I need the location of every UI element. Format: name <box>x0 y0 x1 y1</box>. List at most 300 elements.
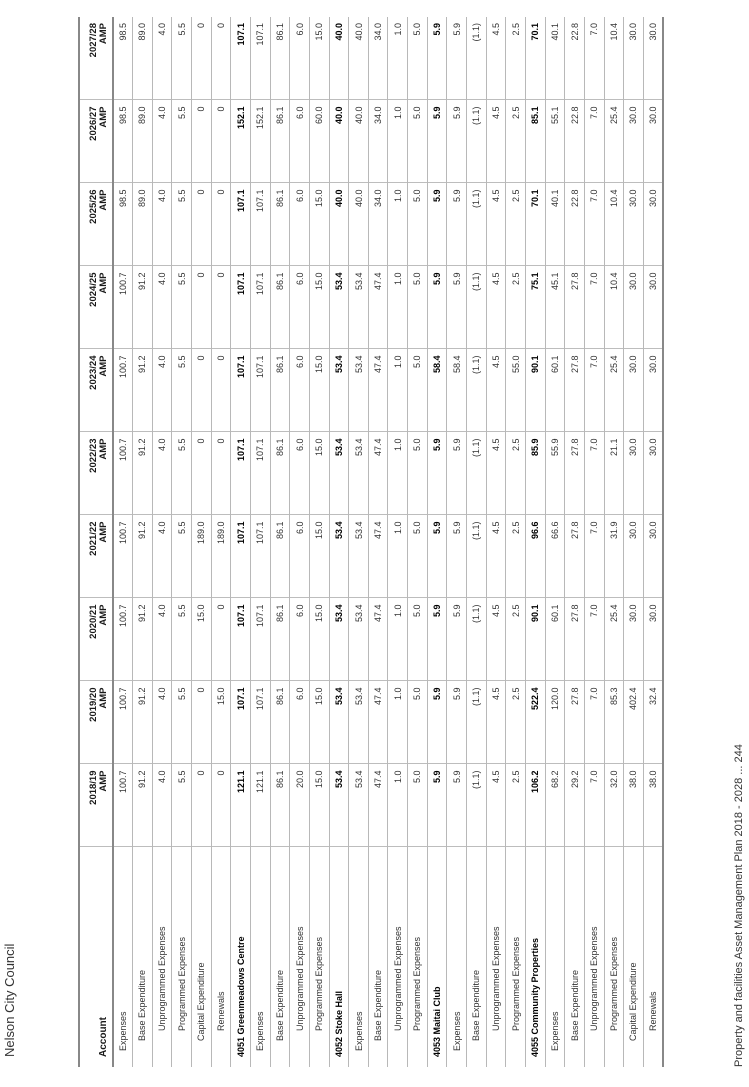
row-label: 4051 Greenmeadows Centre <box>231 847 251 1067</box>
table-cell: 5.9 <box>447 764 467 847</box>
table-row <box>565 17 585 1067</box>
table-cell: 2.5 <box>506 100 526 183</box>
table-cell: 30.0 <box>624 598 644 681</box>
table-cell: 40.0 <box>329 100 349 183</box>
table-cell: 4.5 <box>486 764 506 847</box>
table-cell: 30.0 <box>643 266 663 349</box>
table-cell: 10.4 <box>604 183 624 266</box>
table-cell: 98.5 <box>113 17 133 100</box>
table-cell: 25.4 <box>604 349 624 432</box>
table-cell: 5.9 <box>427 515 447 598</box>
row-label: Expenses <box>349 847 369 1067</box>
table-row <box>408 17 428 1067</box>
table-cell: 107.1 <box>231 349 251 432</box>
page-footer: Property and facilities Asset Management Plan 2018 - 2028 ... 244 <box>733 744 745 1067</box>
table-cell: 100.7 <box>113 349 133 432</box>
table-cell: 5.5 <box>172 764 192 847</box>
table-cell: 6.0 <box>290 100 310 183</box>
table-cell: 47.4 <box>368 515 388 598</box>
row-label: 4052 Stoke Hall <box>329 847 349 1067</box>
organisation-header: Nelson City Council <box>2 943 17 1057</box>
table-cell: 7.0 <box>584 681 604 764</box>
table-cell: 5.5 <box>172 681 192 764</box>
table-cell: 7.0 <box>584 183 604 266</box>
table-cell: 4.0 <box>152 349 172 432</box>
table-cell: 86.1 <box>270 764 290 847</box>
table-cell: 5.9 <box>427 598 447 681</box>
table-cell: 53.4 <box>329 432 349 515</box>
column-header-year <box>79 100 113 183</box>
table-cell: 53.4 <box>349 266 369 349</box>
table-cell: 4.5 <box>486 17 506 100</box>
column-header-year <box>79 598 113 681</box>
table-cell: 4.5 <box>486 598 506 681</box>
row-label: 4055 Community Properties <box>525 847 545 1067</box>
table-cell: 4.0 <box>152 764 172 847</box>
table-cell: 85.3 <box>604 681 624 764</box>
table-cell: 53.4 <box>329 349 349 432</box>
table-cell: 47.4 <box>368 432 388 515</box>
table-cell: 7.0 <box>584 764 604 847</box>
table-cell: 1.0 <box>388 432 408 515</box>
column-header-year-label: 2026/27 AMP <box>88 106 109 141</box>
table-cell: 40.1 <box>545 183 565 266</box>
table-cell: 5.9 <box>447 432 467 515</box>
table-cell: 60.1 <box>545 598 565 681</box>
table-cell: 2.5 <box>506 432 526 515</box>
column-header-year <box>79 681 113 764</box>
table-row <box>388 17 408 1067</box>
table-cell: 5.9 <box>447 183 467 266</box>
table-cell: 0 <box>211 432 231 515</box>
table-cell: 5.9 <box>447 100 467 183</box>
table-cell: 4.0 <box>152 100 172 183</box>
table-cell: 7.0 <box>584 266 604 349</box>
table-row <box>152 17 172 1067</box>
table-cell: (1.1) <box>467 100 487 183</box>
row-label: Unprogrammed Expenses <box>152 847 172 1067</box>
table-cell: 98.5 <box>113 100 133 183</box>
table-cell: 5.0 <box>408 764 428 847</box>
table-cell: 0 <box>192 266 212 349</box>
table-row <box>624 17 644 1067</box>
table-cell: 6.0 <box>290 598 310 681</box>
table-cell: 107.1 <box>231 598 251 681</box>
table-row <box>270 17 290 1067</box>
row-label: Capital Expenditure <box>624 847 644 1067</box>
table-cell: 107.1 <box>250 349 270 432</box>
table-cell: 6.0 <box>290 681 310 764</box>
table-cell: 5.9 <box>427 183 447 266</box>
table-cell: 5.9 <box>447 681 467 764</box>
table-cell: 98.5 <box>113 183 133 266</box>
table-cell: 6.0 <box>290 183 310 266</box>
row-label: Programmed Expenses <box>309 847 329 1067</box>
table-cell: 5.0 <box>408 598 428 681</box>
table-cell: 30.0 <box>643 183 663 266</box>
table-row <box>133 17 153 1067</box>
table-cell: 47.4 <box>368 349 388 432</box>
table-cell: 60.0 <box>309 100 329 183</box>
table-cell: 2.5 <box>506 598 526 681</box>
table-cell: 86.1 <box>270 681 290 764</box>
table-cell: 40.1 <box>545 17 565 100</box>
table-header-row <box>79 17 113 1067</box>
table-cell: 7.0 <box>584 17 604 100</box>
table-cell: 10.4 <box>604 17 624 100</box>
table-cell: (1.1) <box>467 764 487 847</box>
table-row <box>545 17 565 1067</box>
table-cell: 5.5 <box>172 266 192 349</box>
table-cell: 15.0 <box>309 598 329 681</box>
table-cell: 53.4 <box>349 598 369 681</box>
table-cell: 53.4 <box>329 515 349 598</box>
table-cell: 6.0 <box>290 432 310 515</box>
table-cell: 27.8 <box>565 349 585 432</box>
column-header-year-label: 2024/25 AMP <box>88 272 109 307</box>
table-cell: (1.1) <box>467 349 487 432</box>
table-cell: 107.1 <box>231 266 251 349</box>
table-row <box>211 17 231 1067</box>
row-label: Expenses <box>250 847 270 1067</box>
table-group-row <box>231 17 251 1067</box>
table-cell: 1.0 <box>388 681 408 764</box>
table-cell: (1.1) <box>467 515 487 598</box>
table-cell: 7.0 <box>584 598 604 681</box>
table-cell: 96.6 <box>525 515 545 598</box>
table-cell: 4.0 <box>152 183 172 266</box>
table-cell: 60.1 <box>545 349 565 432</box>
row-label: Base Expenditure <box>368 847 388 1067</box>
table-cell: 100.7 <box>113 432 133 515</box>
table-row <box>290 17 310 1067</box>
table-cell: 30.0 <box>643 598 663 681</box>
table-cell: 1.0 <box>388 764 408 847</box>
row-label: Expenses <box>113 847 133 1067</box>
table-cell: 53.4 <box>349 432 369 515</box>
table-row <box>192 17 212 1067</box>
table-cell: 40.0 <box>349 17 369 100</box>
table-cell: 1.0 <box>388 349 408 432</box>
column-header-year <box>79 349 113 432</box>
table-cell: 107.1 <box>231 515 251 598</box>
table-row <box>467 17 487 1067</box>
table-cell: 100.7 <box>113 515 133 598</box>
table-cell: 90.1 <box>525 598 545 681</box>
table-cell: 15.0 <box>309 266 329 349</box>
table-row <box>349 17 369 1067</box>
row-label: Programmed Expenses <box>604 847 624 1067</box>
table-row <box>250 17 270 1067</box>
row-label: Base Expenditure <box>565 847 585 1067</box>
table-cell: 107.1 <box>250 515 270 598</box>
table-cell: 30.0 <box>643 17 663 100</box>
table-cell: 85.9 <box>525 432 545 515</box>
table-cell: (1.1) <box>467 681 487 764</box>
table-cell: 5.9 <box>447 17 467 100</box>
table-cell: 90.1 <box>525 349 545 432</box>
row-label: Capital Expenditure <box>192 847 212 1067</box>
table-cell: 85.1 <box>525 100 545 183</box>
table-cell: 5.0 <box>408 100 428 183</box>
table-cell: 86.1 <box>270 598 290 681</box>
table-cell: 86.1 <box>270 100 290 183</box>
column-header-year <box>79 764 113 847</box>
table-cell: 40.0 <box>329 17 349 100</box>
table-cell: 31.9 <box>604 515 624 598</box>
table-cell: 70.1 <box>525 17 545 100</box>
table-cell: 100.7 <box>113 681 133 764</box>
column-header-year <box>79 17 113 100</box>
table-cell: 5.0 <box>408 515 428 598</box>
row-label: Base Expenditure <box>467 847 487 1067</box>
table-cell: 40.0 <box>349 183 369 266</box>
table-cell: 86.1 <box>270 349 290 432</box>
table-cell: 522.4 <box>525 681 545 764</box>
table-cell: 66.6 <box>545 515 565 598</box>
table-cell: 40.0 <box>349 100 369 183</box>
table-cell: 30.0 <box>624 17 644 100</box>
row-label: Unprogrammed Expenses <box>290 847 310 1067</box>
table-cell: 34.0 <box>368 17 388 100</box>
table-row <box>643 17 663 1067</box>
table-cell: 2.5 <box>506 681 526 764</box>
table-cell: 0 <box>192 349 212 432</box>
table-cell: 4.5 <box>486 100 506 183</box>
table-cell: 15.0 <box>309 432 329 515</box>
table-cell: 22.8 <box>565 183 585 266</box>
table-cell: 1.0 <box>388 598 408 681</box>
table-cell: 15.0 <box>309 681 329 764</box>
column-header-year-label: 2020/21 AMP <box>88 604 109 639</box>
table-cell: 4.0 <box>152 598 172 681</box>
table-cell: 30.0 <box>624 349 644 432</box>
table-cell: 22.8 <box>565 100 585 183</box>
table-cell: 0 <box>211 183 231 266</box>
table-cell: 100.7 <box>113 764 133 847</box>
table-cell: 53.4 <box>349 764 369 847</box>
table-cell: (1.1) <box>467 17 487 100</box>
table-cell: 5.0 <box>408 183 428 266</box>
table-cell: 15.0 <box>309 515 329 598</box>
table-cell: 5.5 <box>172 100 192 183</box>
table-cell: 27.8 <box>565 266 585 349</box>
table-cell: 1.0 <box>388 266 408 349</box>
table-cell: 5.9 <box>447 598 467 681</box>
table-cell: 27.8 <box>565 681 585 764</box>
table-cell: 152.1 <box>250 100 270 183</box>
table-cell: 0 <box>192 432 212 515</box>
table-cell: (1.1) <box>467 266 487 349</box>
row-label: Expenses <box>447 847 467 1067</box>
table-cell: 70.1 <box>525 183 545 266</box>
table-cell: 47.4 <box>368 598 388 681</box>
table-cell: 4.5 <box>486 681 506 764</box>
table-cell: 5.9 <box>427 681 447 764</box>
table-cell: 55.0 <box>506 349 526 432</box>
table-cell: 0 <box>192 681 212 764</box>
table-cell: (1.1) <box>467 183 487 266</box>
table-cell: 4.0 <box>152 681 172 764</box>
column-header-year-label: 2025/26 AMP <box>88 189 109 224</box>
table-cell: 53.4 <box>349 681 369 764</box>
table-cell: 107.1 <box>231 17 251 100</box>
table-cell: 5.9 <box>427 17 447 100</box>
table-group-row <box>427 17 447 1067</box>
table-cell: 0 <box>192 764 212 847</box>
table-cell: 0 <box>211 17 231 100</box>
table-cell: 7.0 <box>584 432 604 515</box>
table-cell: 4.5 <box>486 266 506 349</box>
table-cell: 107.1 <box>250 17 270 100</box>
row-label: Base Expenditure <box>270 847 290 1067</box>
table-row <box>584 17 604 1067</box>
table-cell: 0 <box>211 764 231 847</box>
table-cell: 0 <box>211 266 231 349</box>
table-cell: 20.0 <box>290 764 310 847</box>
column-header-year <box>79 515 113 598</box>
table-row <box>309 17 329 1067</box>
table-cell: 15.0 <box>309 349 329 432</box>
table-cell: 15.0 <box>309 764 329 847</box>
table-cell: 45.1 <box>545 266 565 349</box>
table-cell: 2.5 <box>506 764 526 847</box>
table-cell: 55.9 <box>545 432 565 515</box>
table-cell: 106.2 <box>525 764 545 847</box>
table-cell: 89.0 <box>133 100 153 183</box>
table-cell: 22.8 <box>565 17 585 100</box>
table-cell: 32.4 <box>643 681 663 764</box>
table-cell: 2.5 <box>506 183 526 266</box>
column-header-year-label: 2021/22 AMP <box>88 521 109 556</box>
table-cell: 86.1 <box>270 17 290 100</box>
column-header-year-label: 2027/28 AMP <box>88 23 109 58</box>
table-cell: 40.0 <box>329 183 349 266</box>
table-cell: 189.0 <box>192 515 212 598</box>
table-cell: 38.0 <box>624 764 644 847</box>
table-cell: 0 <box>211 349 231 432</box>
table-cell: 30.0 <box>643 100 663 183</box>
table-cell: 107.1 <box>250 598 270 681</box>
table-cell: 86.1 <box>270 515 290 598</box>
column-header-year <box>79 266 113 349</box>
table-body <box>113 17 663 1067</box>
table-cell: 68.2 <box>545 764 565 847</box>
column-header-year-label: 2023/24 AMP <box>88 355 109 390</box>
table-cell: 402.4 <box>624 681 644 764</box>
table-cell: 107.1 <box>250 183 270 266</box>
table-row <box>368 17 388 1067</box>
table-cell: 30.0 <box>624 100 644 183</box>
table-cell: 107.1 <box>231 183 251 266</box>
table-cell: 152.1 <box>231 100 251 183</box>
table-row <box>172 17 192 1067</box>
table-cell: 47.4 <box>368 681 388 764</box>
table-cell: 5.0 <box>408 17 428 100</box>
table-cell: 25.4 <box>604 598 624 681</box>
table-group-row <box>329 17 349 1067</box>
table-cell: 15.0 <box>192 598 212 681</box>
table-cell: (1.1) <box>467 598 487 681</box>
table-cell: 91.2 <box>133 432 153 515</box>
table-row <box>506 17 526 1067</box>
column-header-year-label: 2019/20 AMP <box>88 687 109 722</box>
row-label: Unprogrammed Expenses <box>486 847 506 1067</box>
table-cell: 5.5 <box>172 183 192 266</box>
table-row <box>447 17 467 1067</box>
table-group-row <box>525 17 545 1067</box>
table-cell: 58.4 <box>447 349 467 432</box>
table-cell: 86.1 <box>270 266 290 349</box>
table-cell: 86.1 <box>270 432 290 515</box>
table-cell: 0 <box>192 183 212 266</box>
table-cell: 89.0 <box>133 17 153 100</box>
table-cell: 91.2 <box>133 598 153 681</box>
row-label: Renewals <box>211 847 231 1067</box>
table-cell: 91.2 <box>133 266 153 349</box>
table-cell: 121.1 <box>250 764 270 847</box>
table-cell: 91.2 <box>133 681 153 764</box>
table-cell: 75.1 <box>525 266 545 349</box>
table-cell: 2.5 <box>506 515 526 598</box>
table-cell: 100.7 <box>113 266 133 349</box>
table-cell: 6.0 <box>290 17 310 100</box>
table-cell: 7.0 <box>584 515 604 598</box>
table-cell: 5.5 <box>172 432 192 515</box>
table-cell: 5.5 <box>172 515 192 598</box>
table-cell: 4.0 <box>152 17 172 100</box>
table-cell: 107.1 <box>250 266 270 349</box>
table-cell: 107.1 <box>250 681 270 764</box>
table-cell: 2.5 <box>506 266 526 349</box>
table-cell: 30.0 <box>643 515 663 598</box>
table-cell: 89.0 <box>133 183 153 266</box>
table-cell: 5.9 <box>427 100 447 183</box>
table-cell: 2.5 <box>506 17 526 100</box>
table-cell: 53.4 <box>329 681 349 764</box>
table-cell: 34.0 <box>368 100 388 183</box>
column-header-year <box>79 432 113 515</box>
table-cell: 53.4 <box>329 598 349 681</box>
table-cell: 15.0 <box>211 681 231 764</box>
table-cell: 21.1 <box>604 432 624 515</box>
column-header-year-label: 2018/19 AMP <box>88 770 109 805</box>
table-cell: 47.4 <box>368 266 388 349</box>
table-row <box>486 17 506 1067</box>
table-cell: 53.4 <box>329 266 349 349</box>
table-cell: 38.0 <box>643 764 663 847</box>
table-cell: 100.7 <box>113 598 133 681</box>
budget-table <box>78 17 664 1067</box>
table-cell: 4.5 <box>486 349 506 432</box>
table-cell: 10.4 <box>604 266 624 349</box>
table-cell: 5.0 <box>408 266 428 349</box>
row-label: Programmed Expenses <box>408 847 428 1067</box>
row-label: Renewals <box>643 847 663 1067</box>
table-cell: 53.4 <box>349 515 369 598</box>
table-cell: 30.0 <box>624 432 644 515</box>
table-cell: 53.4 <box>329 764 349 847</box>
row-label: 4053 Maitai Club <box>427 847 447 1067</box>
table-cell: 27.8 <box>565 598 585 681</box>
table-cell: 5.9 <box>427 432 447 515</box>
table-cell: 15.0 <box>309 183 329 266</box>
column-header-year-label: 2022/23 AMP <box>88 438 109 473</box>
table-cell: 30.0 <box>624 266 644 349</box>
column-header-year <box>79 183 113 266</box>
table-cell: 107.1 <box>231 681 251 764</box>
table-cell: 91.2 <box>133 764 153 847</box>
